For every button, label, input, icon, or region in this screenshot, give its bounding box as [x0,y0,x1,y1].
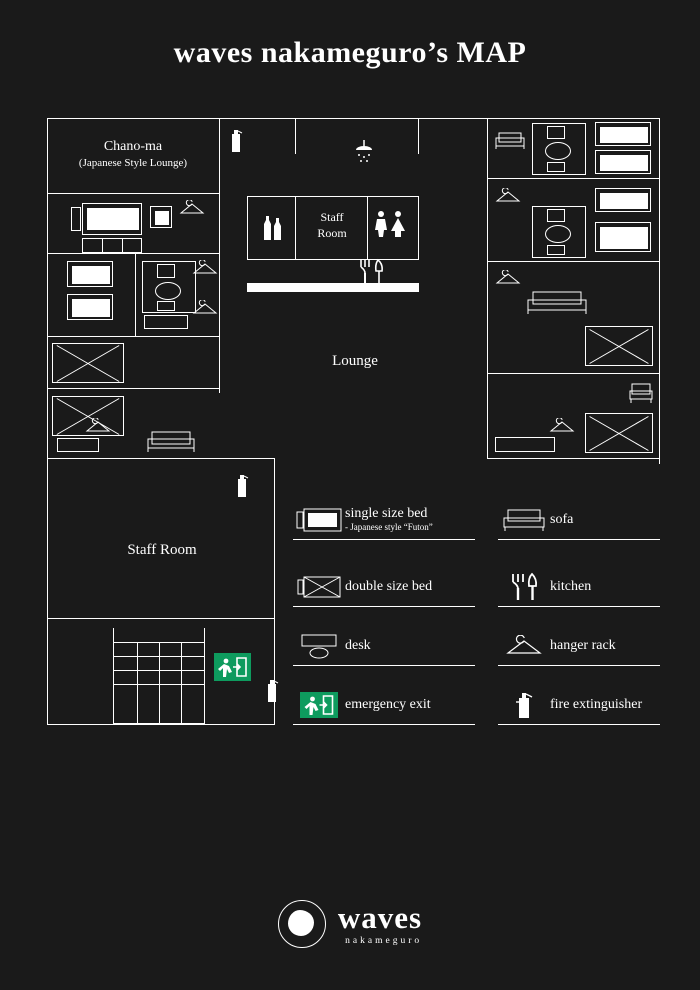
single-bed-3 [67,294,113,320]
stair-rail-2 [159,642,160,724]
wall-right-2 [487,261,660,262]
toilet-icon [373,210,409,238]
wall-left-2 [47,336,220,337]
fire-extinguisher-icon [498,690,550,720]
legend-item-single-size-bed [293,500,475,540]
legend-label: emergency exit [345,696,431,712]
legend-item-fire-extinguisher [498,685,660,725]
wall-left-inner [135,253,136,337]
hanger-icon [495,188,521,204]
legend-label: fire extinguisher [550,696,643,712]
single-bed-4 [595,122,651,146]
hanger-icon [495,270,521,286]
round-table-2 [545,142,571,160]
emergency-exit-icon [214,653,251,681]
sofa-icon [495,130,525,150]
stair-rail-3 [181,642,182,724]
room-label-chanoma: Chano-ma [103,139,163,154]
low-table-1-div2 [122,238,123,253]
double-bed-right-2 [585,413,653,453]
chair-back-3 [547,126,565,139]
legend [293,462,660,725]
wall-staffroom-bottom [247,259,419,260]
legend-label: desk [345,637,371,653]
desk-3 [495,437,555,452]
wall-chanoma-bottom [47,193,220,194]
legend-subtext: - Japanese style “Futon” [345,521,433,532]
room-label-staff-top: Staff [320,210,344,224]
legend-label: kitchen [550,578,592,594]
wall-outer-right [659,118,660,458]
single-bed-icon [293,508,345,532]
wall-outer-left [47,118,48,725]
wall-outer-top [47,118,660,119]
single-bed-5 [595,150,651,174]
stair-rail-1 [137,642,138,724]
kitchen-icon [354,258,388,286]
page-title: waves nakameguro’s MAP [173,36,527,69]
emergency-exit-icon [293,692,345,718]
single-bed-1 [82,203,142,235]
single-bed-2 [67,261,113,287]
desk-2 [57,438,99,452]
room-label-lounge: Lounge [332,353,378,369]
legend-item-desk [293,626,475,666]
chair-back-4 [547,162,565,172]
legend-label: sofa [550,511,574,527]
wall-staffroom-div1 [295,196,296,259]
desk-icon [293,633,345,659]
chair-back-5 [547,209,565,222]
low-table-1 [82,238,142,253]
wall-mid-stub-2 [418,118,419,154]
wall-right-lower [487,458,660,459]
waves-mark-icon [278,900,326,948]
hanger-icon [179,200,205,216]
low-table-1-div1 [102,238,103,253]
sofa-icon [527,288,587,316]
brand-logo [0,900,700,948]
round-table-3 [545,225,571,243]
brand-sub: nakameguro [345,936,423,946]
legend-item-sofa [498,500,660,540]
chair-back-1 [157,264,175,278]
wall-mid-stub-1 [295,118,296,154]
lounge-counter [247,283,419,292]
fire-extinguisher-icon [265,678,279,704]
wall-left-3 [47,388,220,389]
kitchen-icon [498,572,550,602]
chair-back-2 [157,301,175,311]
sofa-icon [498,507,550,533]
single-bed-6 [595,188,651,212]
side-table-1 [150,206,172,228]
chair-back-6 [547,245,565,255]
brand-name: waves [337,900,423,935]
wall-chanoma-right [219,118,220,194]
hanger-icon [192,260,218,276]
wall-staffroom-div2 [367,196,368,259]
bottles-icon [260,214,286,244]
sofa-icon [147,428,195,454]
legend-item-hanger-rack [498,626,660,666]
room-label-staff-bottom: Staff Room [127,542,197,558]
double-bed-left-1 [52,343,124,383]
round-table-1 [155,282,181,300]
legend-label: double size bed [345,578,433,594]
wall-left-1 [47,253,220,254]
hanger-icon [85,418,111,434]
wall-right-3 [487,373,660,374]
legend-text: single size bed [345,506,428,522]
chair-icon [629,382,653,404]
double-bed-right-1 [585,326,653,366]
wall-staff-top [47,458,275,459]
single-bed-7 [595,222,651,252]
legend-item-kitchen [498,567,660,607]
shower-icon [350,138,378,168]
brand-text-group [338,902,422,946]
desk-1 [144,315,188,329]
single-bed-1-pillow [71,207,81,231]
wall-staffroom-right [418,196,419,259]
legend-item-emergency-exit [293,685,475,725]
room-sublabel-staff-top: Room [317,226,347,240]
legend-item-double-size-bed [293,567,475,607]
hanger-icon [549,418,575,434]
wall-staffroom-bottom-div [47,618,275,619]
fire-extinguisher-icon [235,473,249,499]
double-bed-icon [293,575,345,599]
fire-extinguisher-icon [229,128,243,154]
wall-right-1 [487,178,660,179]
hanger-icon [498,635,550,657]
wall-staffroom-top [247,196,419,197]
legend-label: hanger rack [550,637,616,653]
legend-label [345,506,433,532]
wall-staffroom-left [247,196,248,259]
room-sublabel-chanoma: (Japanese Style Lounge) [78,157,188,169]
hanger-icon [192,300,218,316]
wall-right-col [487,118,488,459]
wall-left-col [219,193,220,393]
wall-outer-bottom-left [47,724,275,725]
